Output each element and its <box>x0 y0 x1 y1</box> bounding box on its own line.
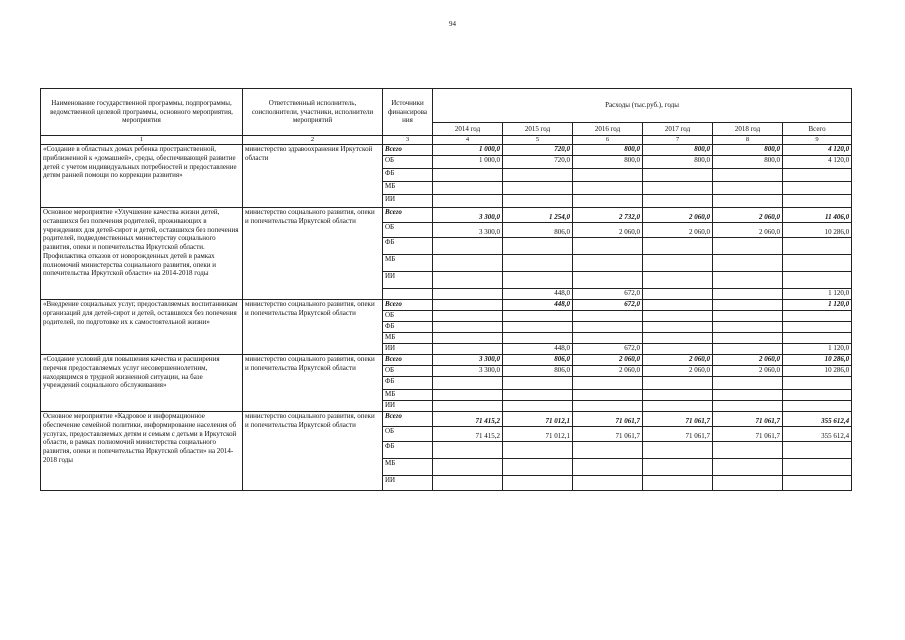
measure-name: «Внедрение социальных услуг, предоставляемых воспитанникам организаций для детей-сирот и детей, оставшихся без попечения родителей, по подготовке их к самостоятельной жизни» <box>41 300 243 355</box>
value-cell: 1 254,0 <box>503 208 573 223</box>
value-cell: 806,0 <box>503 355 573 366</box>
measure-name: Основное мероприятие «Кадровое и информационное обеспечение семейной политики, информирование населения об услугах, предоставляемых детям и семьям с детьми в Иркутской области, в рамках полномочий министерства социального развития, опеки и попечительства Иркутской области» на 2014-2018 годы <box>41 412 243 491</box>
header-year-2017: 2017 год <box>643 123 713 136</box>
value-cell: 1 120,0 <box>783 344 852 355</box>
measure-executor: министерство социального развития, опеки и попечительства Иркутской области <box>243 208 383 300</box>
value-cell: 71 061,7 <box>643 427 713 442</box>
source-fb: ФБ <box>383 442 433 459</box>
value-cell: 2 060,0 <box>643 355 713 366</box>
source-fb: ФБ <box>383 238 433 255</box>
source-all: Всего <box>383 412 433 427</box>
value-cell: 3 300,0 <box>433 355 503 366</box>
column-number: 6 <box>573 136 643 145</box>
value-cell: 71 061,7 <box>573 412 643 427</box>
value-cell: 2 060,0 <box>573 223 643 238</box>
column-number: 7 <box>643 136 713 145</box>
value-cell: 71 061,7 <box>713 412 783 427</box>
header-program-name: Наименование государственной программы, подпрограммы, ведомственной целевой программы, основного мероприятия, мероприятия <box>41 89 243 136</box>
value-cell: 1 000,0 <box>433 156 503 169</box>
value-cell: 3 300,0 <box>433 208 503 223</box>
column-number: 4 <box>433 136 503 145</box>
value-cell: 2 060,0 <box>713 223 783 238</box>
value-cell: 1 120,0 <box>783 289 852 300</box>
value-cell: 806,0 <box>503 223 573 238</box>
value-cell: 2 060,0 <box>643 366 713 377</box>
measure-name: Основное мероприятие «Улучшение качества жизни детей, оставшихся без попечения родителей, проживающих в учреждениях для детей-сирот и детей, оставшихся без попечения родителей, подведомственных министерству социального развития, опеки и попечительства Иркутской области. Профилактика отказов от новорожденных детей в рамках полномочий министерства социального развития, опеки и попечительства Иркутской области» на 2014-2018 годы <box>41 208 243 300</box>
value-cell: 71 061,7 <box>573 427 643 442</box>
value-cell <box>433 289 503 300</box>
value-cell: 4 120,0 <box>783 156 852 169</box>
value-cell: 1 120,0 <box>783 300 852 311</box>
column-number: 8 <box>713 136 783 145</box>
value-cell: 71 012,1 <box>503 412 573 427</box>
header-executor: Ответственный исполнитель, соисполнители, участники, исполнители мероприятий <box>243 89 383 136</box>
value-cell: 800,0 <box>713 145 783 156</box>
value-cell <box>433 300 503 311</box>
source-ob: ОБ <box>383 366 433 377</box>
source-all: Всего <box>383 208 433 223</box>
value-cell: 4 120,0 <box>783 145 852 156</box>
header-year-2018: 2018 год <box>713 123 783 136</box>
source-ii: ИИ <box>383 195 433 208</box>
value-cell: 672,0 <box>573 344 643 355</box>
source-mb: МБ <box>383 182 433 195</box>
source-mb: МБ <box>383 333 433 344</box>
column-number: 2 <box>243 136 383 145</box>
value-cell: 355 612,4 <box>783 427 852 442</box>
value-cell <box>643 300 713 311</box>
value-cell: 71 061,7 <box>713 427 783 442</box>
value-cell: 71 012,1 <box>503 427 573 442</box>
value-cell: 2 060,0 <box>573 355 643 366</box>
value-cell: 720,0 <box>503 145 573 156</box>
source-fb: ФБ <box>383 169 433 182</box>
value-cell: 2 060,0 <box>643 223 713 238</box>
value-cell: 10 286,0 <box>783 223 852 238</box>
value-cell: 11 406,0 <box>783 208 852 223</box>
source-fb: ФБ <box>383 322 433 333</box>
value-cell: 71 415,2 <box>433 427 503 442</box>
measure-name: «Создание условий для повышения качества и расширения перечня предоставляемых услуг несовершеннолетним, находящимся в трудной жизненной ситуации, на базе учреждений социального обслуживания» <box>41 355 243 412</box>
measure-name: «Создание в областных домах ребенка пространственной, приближенной к «домашней», среды, обеспечивающей развитие детей с учетом индивидуальных потребностей и предоставление детям ранней помощи по коррекции развития» <box>41 145 243 208</box>
value-cell: 10 286,0 <box>783 355 852 366</box>
source-ob: ОБ <box>383 223 433 238</box>
value-cell: 2 060,0 <box>643 208 713 223</box>
source-all: Всего <box>383 355 433 366</box>
source-fb: ФБ <box>383 377 433 390</box>
value-cell: 71 415,2 <box>433 412 503 427</box>
column-number: 1 <box>41 136 243 145</box>
value-cell <box>713 289 783 300</box>
source-all: Всего <box>383 145 433 156</box>
value-cell: 2 060,0 <box>713 355 783 366</box>
value-cell <box>713 344 783 355</box>
value-cell: 1 000,0 <box>433 145 503 156</box>
value-cell: 2 060,0 <box>713 208 783 223</box>
measure-executor: министерство социального развития, опеки и попечительства Иркутской области <box>243 355 383 412</box>
value-cell: 672,0 <box>573 289 643 300</box>
measure-executor: министерство социального развития, опеки и попечительства Иркутской области <box>243 412 383 491</box>
value-cell: 448,0 <box>503 289 573 300</box>
source-mb: МБ <box>383 255 433 272</box>
value-cell: 448,0 <box>503 344 573 355</box>
value-cell: 2 060,0 <box>573 366 643 377</box>
value-cell: 2 060,0 <box>713 366 783 377</box>
value-cell: 672,0 <box>573 300 643 311</box>
value-cell: 355 612,4 <box>783 412 852 427</box>
value-cell <box>713 300 783 311</box>
measure-executor: министерство здравоохранения Иркутской области <box>243 145 383 208</box>
source-ii: ИИ <box>383 272 433 289</box>
value-cell: 3 300,0 <box>433 223 503 238</box>
header-funding-source: Источники финансирова ния <box>383 89 433 136</box>
value-cell: 448,0 <box>503 300 573 311</box>
column-number: 3 <box>383 136 433 145</box>
header-total: Всего <box>783 123 852 136</box>
source-mb: МБ <box>383 459 433 476</box>
value-cell <box>643 289 713 300</box>
source-ii: ИИ <box>383 344 433 355</box>
header-year-2014: 2014 год <box>433 123 503 136</box>
header-year-2016: 2016 год <box>573 123 643 136</box>
page-number: 94 <box>449 20 456 28</box>
value-cell: 806,0 <box>503 366 573 377</box>
source-ob: ОБ <box>383 156 433 169</box>
source-ii: ИИ <box>383 476 433 491</box>
value-cell: 800,0 <box>643 156 713 169</box>
value-cell: 800,0 <box>573 145 643 156</box>
header-expenses: Расходы (тыс.руб.), годы <box>433 89 852 123</box>
value-cell: 720,0 <box>503 156 573 169</box>
value-cell <box>643 344 713 355</box>
measure-executor: министерство социального развития, опеки и попечительства Иркутской области <box>243 300 383 355</box>
value-cell: 2 732,0 <box>573 208 643 223</box>
budget-table <box>40 88 852 491</box>
value-cell: 800,0 <box>643 145 713 156</box>
source-ob: ОБ <box>383 427 433 442</box>
value-cell: 3 300,0 <box>433 366 503 377</box>
source-ob: ОБ <box>383 311 433 322</box>
value-cell: 71 061,7 <box>643 412 713 427</box>
source-all: Всего <box>383 300 433 311</box>
column-number: 5 <box>503 136 573 145</box>
column-number: 9 <box>783 136 852 145</box>
value-cell: 10 286,0 <box>783 366 852 377</box>
value-cell: 800,0 <box>713 156 783 169</box>
source-ii: ИИ <box>383 401 433 412</box>
value-cell: 800,0 <box>573 156 643 169</box>
header-year-2015: 2015 год <box>503 123 573 136</box>
source-mb: МБ <box>383 390 433 401</box>
value-cell <box>433 344 503 355</box>
